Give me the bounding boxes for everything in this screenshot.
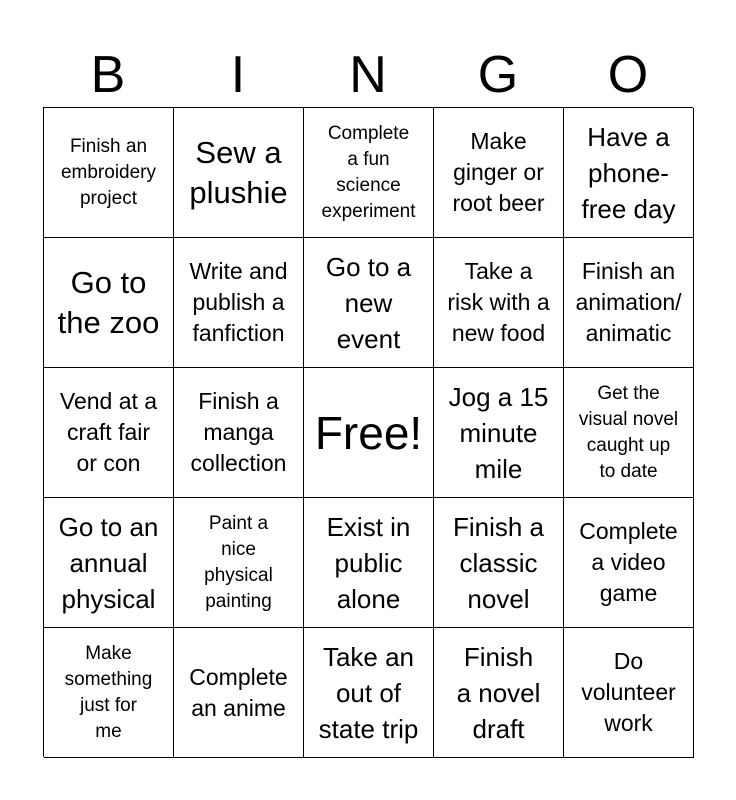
free-space-text: Free! (314, 406, 423, 459)
header-letter-o: O (607, 46, 649, 104)
cell-text: Finish a classic novel (452, 511, 545, 614)
cell-text: Go to the zoo (57, 264, 160, 340)
bingo-cell[interactable] (434, 498, 564, 628)
cell-text: Get the visual novel caught up to date (578, 382, 679, 482)
bingo-grid (43, 107, 693, 757)
bingo-cell[interactable] (434, 108, 564, 238)
header-letter-i: I (230, 46, 246, 104)
cell-text: Complete a video game (579, 518, 678, 606)
bingo-cell-free[interactable] (304, 368, 434, 498)
bingo-cell[interactable] (564, 368, 694, 498)
bingo-cell[interactable] (174, 628, 304, 758)
bingo-cell[interactable] (174, 108, 304, 238)
cell-text: Have a phone- free day (581, 121, 676, 224)
cell-text: Do volunteer work (581, 648, 676, 736)
cell-text: Finish a manga collection (190, 388, 287, 476)
bingo-cell[interactable] (434, 238, 564, 368)
bingo-cell[interactable] (304, 108, 434, 238)
cell-text: Complete an anime (189, 663, 288, 721)
cell-text: Exist in public alone (326, 511, 411, 614)
bingo-cell[interactable] (434, 368, 564, 498)
header-letter-g: G (477, 46, 519, 104)
bingo-cell[interactable] (174, 238, 304, 368)
bingo-cell[interactable] (44, 628, 174, 758)
bingo-cell[interactable] (304, 238, 434, 368)
bingo-cell[interactable] (564, 238, 694, 368)
bingo-cell[interactable] (174, 368, 304, 498)
bingo-cell[interactable] (304, 498, 434, 628)
bingo-cell[interactable] (564, 498, 694, 628)
cell-text: Take an out of state trip (318, 641, 419, 744)
cell-text: Vend at a craft fair or con (59, 388, 158, 476)
bingo-cell[interactable] (434, 628, 564, 758)
cell-text: Finish an embroidery project (60, 135, 157, 209)
cell-text: Write and publish a fanfiction (189, 258, 288, 346)
cell-text: Finish an animation/ animatic (575, 258, 682, 346)
cell-text: Finish a novel draft (456, 641, 541, 744)
bingo-cell[interactable] (304, 628, 434, 758)
cell-text: Sew a plushie (189, 134, 288, 210)
cell-text: Make ginger or root beer (452, 128, 545, 216)
bingo-header (43, 44, 693, 106)
bingo-cell[interactable] (44, 498, 174, 628)
cell-text: Take a risk with a new food (447, 258, 550, 346)
bingo-cell[interactable] (44, 238, 174, 368)
cell-text: Paint a nice physical painting (204, 512, 273, 612)
bingo-cell[interactable] (564, 108, 694, 238)
bingo-cell[interactable] (174, 498, 304, 628)
cell-text: Jog a 15 minute mile (448, 381, 549, 484)
header-letter-b: B (90, 46, 126, 104)
header-letter-n: N (349, 46, 387, 104)
bingo-cell[interactable] (44, 108, 174, 238)
cell-text: Go to an annual physical (58, 511, 159, 614)
cell-text: Go to a new event (325, 251, 412, 354)
bingo-cell[interactable] (564, 628, 694, 758)
bingo-cell[interactable] (44, 368, 174, 498)
cell-text: Make something just for me (64, 642, 153, 742)
cell-text: Complete a fun science experiment (321, 122, 416, 222)
